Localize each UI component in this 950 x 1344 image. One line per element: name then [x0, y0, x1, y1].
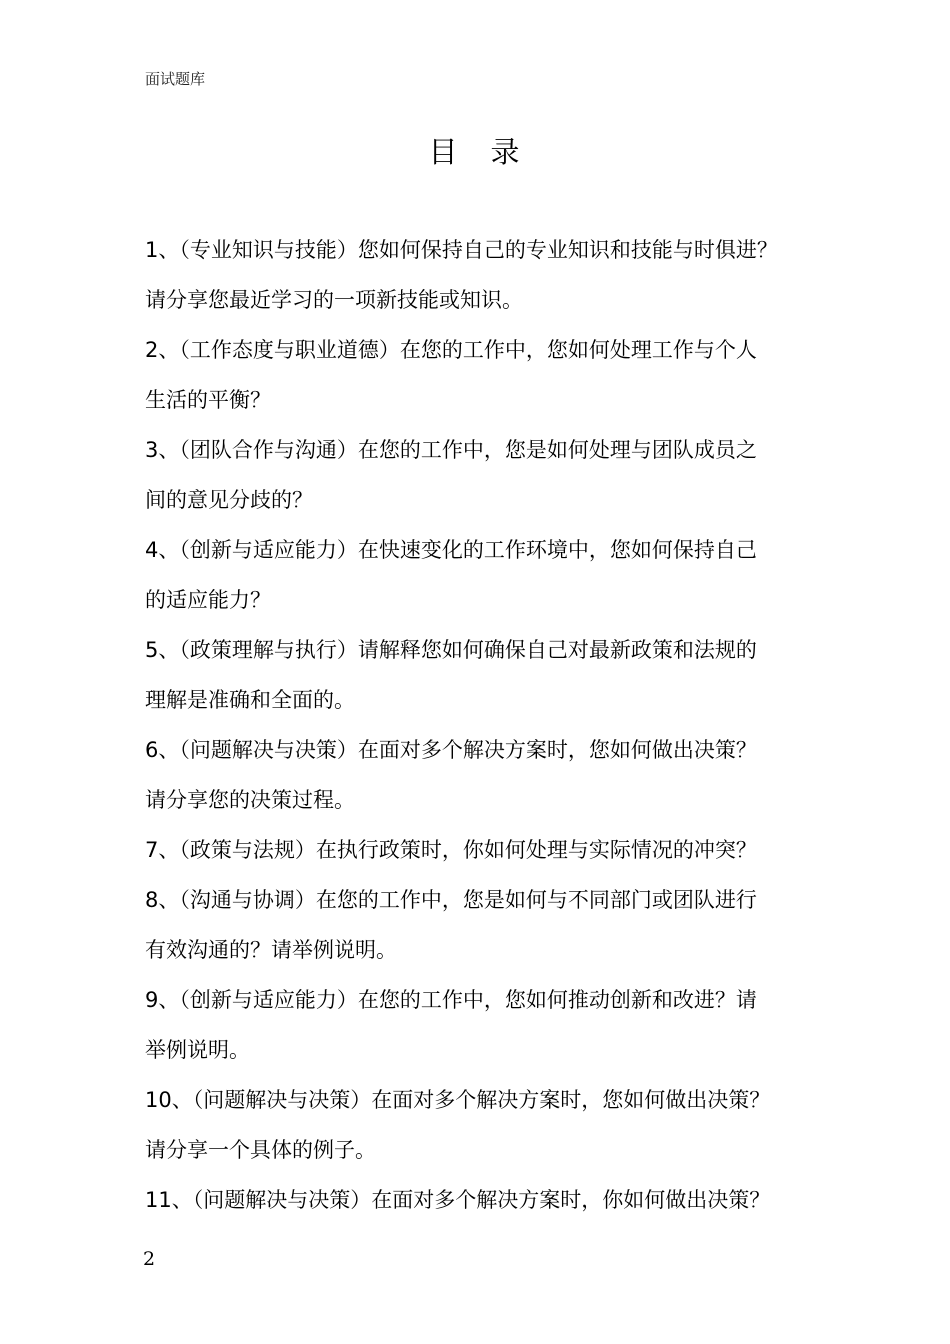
toc-line: 5、（政策理解与执行）请解释您如何确保自己对最新政策和法规的: [145, 638, 757, 662]
table-of-contents: [145, 232, 825, 1232]
page-title: 目 录: [428, 135, 522, 169]
running-header: 面试题库: [145, 70, 206, 88]
toc-line: 9、（创新与适应能力）在您的工作中，您如何推动创新和改进？请: [145, 988, 757, 1012]
toc-line: 请分享您最近学习的一项新技能或知识。: [145, 288, 523, 312]
toc-line: 举例说明。: [145, 1038, 250, 1062]
toc-line: 有效沟通的？请举例说明。: [145, 938, 397, 962]
toc-line: 8、（沟通与协调）在您的工作中，您是如何与不同部门或团队进行: [145, 888, 757, 912]
toc-line: 请分享一个具体的例子。: [145, 1138, 376, 1162]
toc-line: 7、（政策与法规）在执行政策时，你如何处理与实际情况的冲突？: [145, 838, 757, 862]
toc-line: 2、（工作态度与职业道德）在您的工作中，您如何处理工作与个人: [145, 338, 757, 362]
toc-line: 3、（团队合作与沟通）在您的工作中，您是如何处理与团队成员之: [145, 438, 757, 462]
toc-line: 生活的平衡？: [145, 388, 271, 412]
toc-line: 4、（创新与适应能力）在快速变化的工作环境中，您如何保持自己: [145, 538, 757, 562]
toc-line: 6、（问题解决与决策）在面对多个解决方案时，您如何做出决策？: [145, 738, 757, 762]
toc-line: 的适应能力？: [145, 588, 271, 612]
toc-line: 理解是准确和全面的。: [145, 688, 355, 712]
page-number: 2: [143, 1248, 156, 1270]
toc-line: 间的意见分歧的？: [145, 488, 313, 512]
toc-line: 11、（问题解决与决策）在面对多个解决方案时，你如何做出决策？: [145, 1188, 771, 1212]
toc-line: 10、（问题解决与决策）在面对多个解决方案时，您如何做出决策？: [145, 1088, 771, 1112]
toc-line: 请分享您的决策过程。: [145, 788, 355, 812]
toc-line: 1、（专业知识与技能）您如何保持自己的专业知识和技能与时俱进？: [145, 238, 778, 262]
